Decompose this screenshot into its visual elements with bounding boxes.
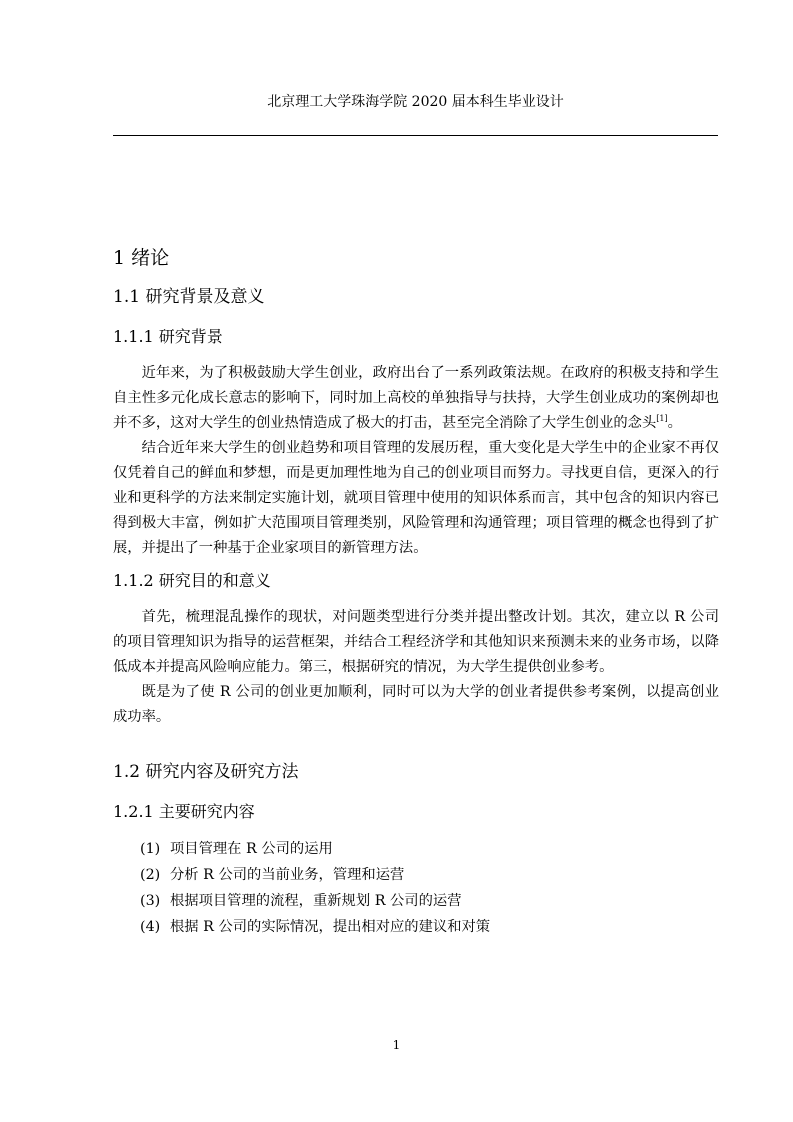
list-item-number: (1) bbox=[140, 841, 161, 857]
research-content-list bbox=[113, 836, 719, 940]
list-item-number: (2) bbox=[140, 867, 161, 883]
chapter-heading: 1 绪论 bbox=[113, 247, 170, 269]
subsection-heading-1-1-2: 1.1.2 研究目的和意义 bbox=[113, 571, 271, 590]
page-number: 1 bbox=[392, 1038, 401, 1052]
paragraph-end: 。 bbox=[667, 415, 682, 431]
subsection-heading-1-2-1: 1.2.1 主要研究内容 bbox=[113, 802, 255, 821]
list-item-text: 根据 R 公司的实际情况，提出相对应的建议和对策 bbox=[170, 919, 491, 935]
page-body bbox=[113, 241, 719, 940]
list-item bbox=[113, 914, 719, 940]
paragraph-background-2: 结合近年来大学生的创业趋势和项目管理的发展历程，重大变化是大学生中的企业家不再仅仅凭着自己的鲜血和梦想，而是更加理性地为自己的创业项目而努力。寻找更自信，更深入的行业和更科学的方法来制定实施计划，就项目管理中使用的知识体系而言，其中包含的知识内容已得到极大丰富，例如扩大范围项目管理类别，风险管理和沟通管理；项目管理的概念也得到了扩展，并提出了一种基于企业家项目的新管理方法。 bbox=[113, 440, 719, 556]
list-item bbox=[113, 862, 719, 888]
list-item-number: (4) bbox=[140, 919, 161, 935]
list-item bbox=[113, 836, 719, 862]
section-heading-1-1: 1.1 研究背景及意义 bbox=[113, 287, 265, 307]
header-rule bbox=[113, 135, 718, 136]
subsection-heading-1-1-1: 1.1.1 研究背景 bbox=[113, 327, 223, 346]
list-item bbox=[113, 888, 719, 914]
list-item-number: (3) bbox=[140, 893, 161, 909]
citation-reference: [1] bbox=[656, 414, 668, 424]
paragraph-background-1 bbox=[113, 361, 719, 436]
paragraph-text: 近年来，为了积极鼓励大学生创业，政府出台了一系列政策法规。在政府的积极支持和学生自主性多元化成长意志的影响下，同时加上高校的单独指导与扶持，大学生创业成功的案例却也并不多，这对大学生的创业热情造成了极大的打击，甚至完全消除了大学生创业的念头 bbox=[113, 365, 719, 431]
list-item-text: 分析 R 公司的当前业务，管理和运营 bbox=[170, 867, 405, 883]
running-header: 北京理工大学珠海学院 2020 届本科生毕业设计 bbox=[267, 94, 564, 110]
paragraph-purpose-1: 首先，梳理混乱操作的现状，对问题类型进行分类并提出整改计划。其次，建立以 R 公司的项目管理知识为指导的运营框架，并结合工程经济学和其他知识来预测未来的业务市场，以降低成本并提高风险响应能力。第三，根据研究的情况，为大学生提供创业参考。 bbox=[113, 609, 719, 675]
list-item-text: 根据项目管理的流程，重新规划 R 公司的运营 bbox=[170, 893, 462, 909]
paragraph-purpose-2: 既是为了使 R 公司的创业更加顺利，同时可以为大学的创业者提供参考案例，以提高创业成功率。 bbox=[113, 684, 719, 725]
section-heading-1-2: 1.2 研究内容及研究方法 bbox=[113, 762, 299, 782]
list-item-text: 项目管理在 R 公司的运用 bbox=[170, 841, 333, 857]
